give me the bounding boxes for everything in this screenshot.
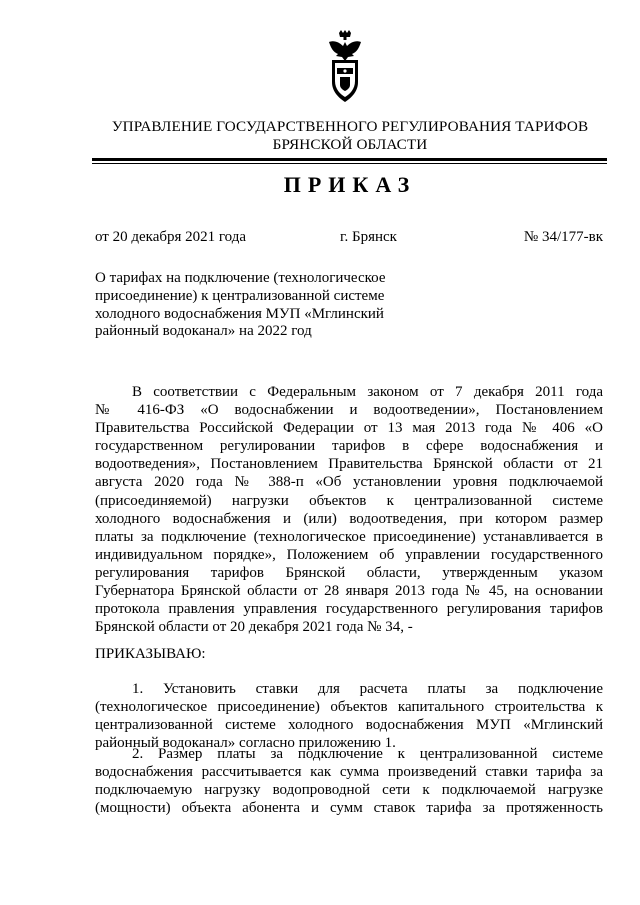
subject-line: присоединение) к централизованной системе xyxy=(95,287,385,304)
item-1-paragraph xyxy=(95,680,603,752)
item-2-paragraph xyxy=(95,745,603,817)
item-1-line: районный водоканал» согласно приложению 1. xyxy=(95,735,396,752)
preamble-line: Правительства Российской Федерации от 13 мая 2013 года № 406 «О xyxy=(95,420,603,437)
order-city: г. Брянск xyxy=(340,229,397,245)
preamble-line: В соответствии с Федеральным законом от 7 декабря 2011 года xyxy=(132,384,603,400)
preamble-line: августа 2020 года № 388-п «Об установлении уровня подключаемой xyxy=(95,474,603,491)
order-word: ПРИКАЗЫВАЮ: xyxy=(95,646,206,662)
subject-line: холодного водоснабжения МУП «Мглинский xyxy=(95,305,384,322)
preamble-line: (присоединяемой) нагрузки объектов к централизованной системе xyxy=(95,492,603,509)
header-rule-thin xyxy=(92,163,607,164)
subject-line: районный водоканал» на 2022 год xyxy=(95,323,312,340)
coat-of-arms-emblem xyxy=(326,30,364,104)
preamble-line: государственном регулировании тарифов в сфере водоснабжения и xyxy=(95,438,603,455)
item-1-line: централизованной системе холодного водоснабжения МУП «Мглинский xyxy=(95,717,603,734)
preamble-line: Брянской области от 20 декабря 2021 года № 34, - xyxy=(95,619,413,636)
item-2-line: подключаемую нагрузку водопроводной сети к подключаемой нагрузке xyxy=(95,782,603,799)
preamble-line: платы за подключение (технологическое присоединение) устанавливается в xyxy=(95,528,603,545)
item-2-line: водоснабжения рассчитывается как сумма произведений ставки тарифа за xyxy=(95,764,603,781)
item-1-line: (технологическое присоединение) объектов капитального строительства к xyxy=(95,699,603,716)
organization-name-line1: УПРАВЛЕНИЕ ГОСУДАРСТВЕННОГО РЕГУЛИРОВАНИЯ ТАРИФОВ xyxy=(111,118,589,135)
preamble-line: протокола правления управления государственного регулирования тарифов xyxy=(95,601,603,618)
item-2-line: (мощности) объекта абонента и сумм ставок тарифа за протяженность xyxy=(95,800,603,817)
preamble-paragraph xyxy=(95,383,603,636)
preamble-line: холодного водоснабжения и (или) водоотведения, при котором размер xyxy=(95,510,603,527)
document-title: ПРИКАЗ xyxy=(283,172,417,197)
preamble-line: Губернатора Брянской области от 28 января 2013 года № 45, на основании xyxy=(95,583,603,600)
preamble-line: регулирования тарифов Брянской области, утвержденным указом xyxy=(95,564,603,581)
preamble-line: индивидуальном порядке», Положением об управлении государственного xyxy=(95,546,603,563)
order-date: от 20 декабря 2021 года xyxy=(95,229,247,245)
organization-name-line2: БРЯНСКОЙ ОБЛАСТИ xyxy=(272,136,428,153)
item-1-line: 1. Установить ставки для расчета платы за подключение xyxy=(132,681,603,697)
preamble-line: водоотведения», Постановлением Правительства Брянской области от 21 xyxy=(95,456,603,473)
order-number: № 34/177-вк xyxy=(523,229,603,245)
header-rule-thick xyxy=(92,158,607,161)
item-2-line: 2. Размер платы за подключение к централизованной системе xyxy=(132,746,603,762)
preamble-line: № 416-ФЗ «О водоснабжении и водоотведении», Постановлением xyxy=(95,402,603,419)
subject-line: О тарифах на подключение (технологическое xyxy=(95,270,386,286)
order-subject xyxy=(95,270,415,341)
